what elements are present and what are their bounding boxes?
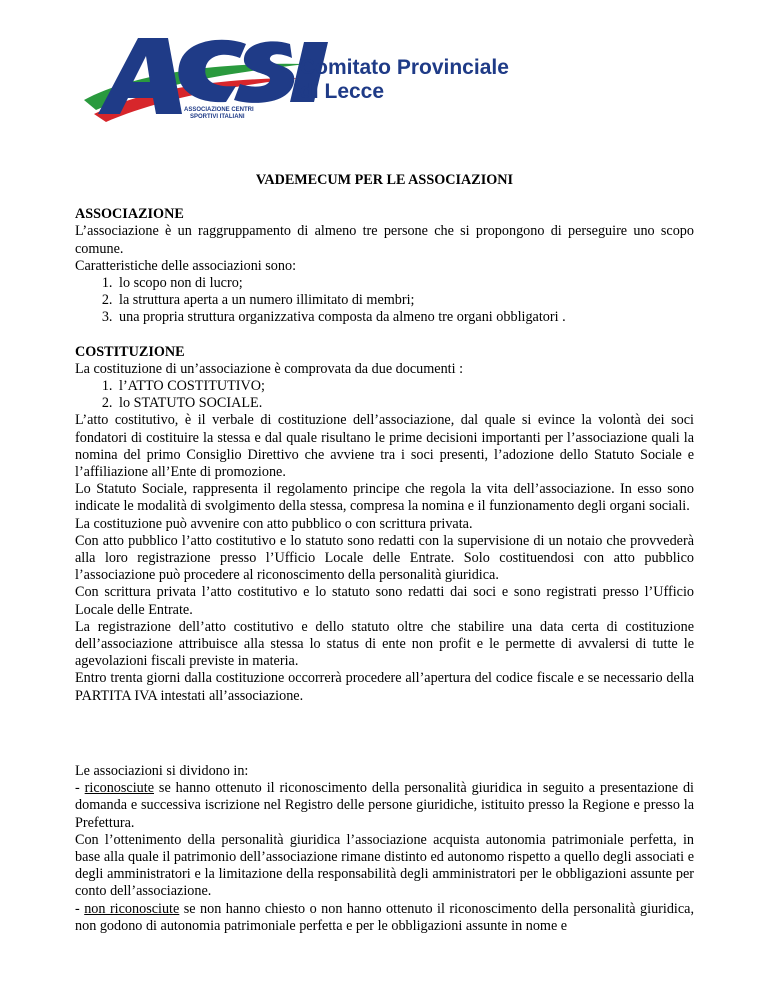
- paragraph: Con scrittura privata l’atto costitutivo e lo statuto sono redatti dai soci e sono registrati presso l’Ufficio Locale delle Entrate.: [75, 584, 694, 618]
- list-item: 2. lo STATUTO SOCIALE.: [116, 395, 694, 412]
- paragraph-text: se hanno ottenuto il riconoscimento della personalità giuridica in seguito a presentazione di domanda e successiva iscrizione nel Registro delle persone giuridiche, istituito presso la Regione e presso la Prefettura.: [75, 780, 694, 831]
- paragraph: L’atto costitutivo, è il verbale di costituzione dell’associazione, dal quale si evince la volontà dei soci fondatori di costituire la stessa e dal quale risultano le prime decisioni importanti per l’associazione quali la nomina del primo Consiglio Direttivo che avviene tra i soci presenti, l’adozione dello Statuto Sociale e l’affiliazione all’Ente di promozione.: [75, 412, 694, 481]
- section-heading-costituzione: COSTITUZIONE: [75, 343, 185, 360]
- paragraph-non-riconosciute: [75, 901, 694, 935]
- committee-line-2: di Lecce: [300, 80, 385, 103]
- document-title: VADEMECUM PER LE ASSOCIAZIONI: [255, 172, 514, 188]
- paragraph: Entro trenta giorni dalla costituzione occorrerà procedere all’apertura del codice fiscale e se necessario della PARTITA IVA intestati all’associazione.: [75, 670, 694, 704]
- list-item: 3. una propria struttura organizzativa composta da almeno tre organi obbligatori .: [116, 309, 694, 326]
- paragraph: Lo Statuto Sociale, rappresenta il regolamento principe che regola la vita dell’associazione. In esso sono indicate le modalità di svolgimento della stessa, compresa la nomina e il funzionamento degli organi sociali.: [75, 481, 694, 515]
- paragraph: Le associazioni si dividono in:: [75, 762, 249, 779]
- section-heading-associazione: ASSOCIAZIONE: [75, 206, 184, 223]
- paragraph: La costituzione può avvenire con atto pubblico o con scrittura privata.: [75, 515, 473, 532]
- logo-subtitle-2: SPORTIVI ITALIANI: [190, 114, 245, 120]
- list-item: 1. lo scopo non di lucro;: [116, 275, 694, 292]
- list-item: 1. l’ATTO COSTITUTIVO;: [116, 378, 694, 395]
- paragraph: Caratteristiche delle associazioni sono:: [75, 257, 297, 274]
- document-body: [75, 172, 694, 935]
- logo-subtitle-1: ASSOCIAZIONE CENTRI: [184, 107, 254, 113]
- paragraph: La costituzione di un’associazione è comprovata da due documenti :: [75, 360, 464, 377]
- documents-list: [75, 378, 694, 412]
- paragraph: Con atto pubblico l’atto costitutivo e lo statuto sono redatti con la supervisione di un notaio che provvederà alla loro registrazione presso l’Ufficio Locale delle Entrate. Solo costituendosi con atto pubblico l’associazione può procedere al riconoscimento della personalità giuridica.: [75, 532, 694, 584]
- list-item: 2. la struttura aperta a un numero illimitato di membri;: [116, 292, 694, 309]
- paragraph-riconosciute: [75, 780, 694, 832]
- characteristics-list: [75, 275, 694, 327]
- term-riconosciute: riconosciute: [84, 780, 154, 797]
- paragraph: La registrazione dell’atto costitutivo e dello statuto oltre che stabilire una data certa di costituzione dell’associazione attribuisce alla stessa lo status di ente non profit e le permette di avvalersi di tutte le agevolazioni fiscali previste in materia.: [75, 618, 694, 670]
- dash: -: [75, 780, 85, 797]
- committee-name: [300, 56, 509, 104]
- term-non-riconosciute: non riconosciute: [84, 900, 180, 917]
- paragraph: L’associazione è un raggruppamento di almeno tre persone che si propongono di perseguire uno scopo comune.: [75, 223, 694, 257]
- paragraph-text: se non hanno chiesto o non hanno ottenuto il riconoscimento della personalità giuridica, non godono di autonomia patrimoniale perfetta e per le obbligazioni assunte in nome e: [75, 900, 695, 934]
- paragraph: Con l’ottenimento della personalità giuridica l’associazione acquista autonomia patrimoniale perfetta, in base alla quale il patrimonio dell’associazione rimane distinto ed autonomo rispetto a quello degli associati e degli amministratori e la limitazione della responsabilità degli amministratori per le obbligazioni assunte per conto dell’associazione.: [75, 831, 694, 900]
- committee-line-1: Comitato Provinciale: [300, 56, 509, 79]
- dash: -: [75, 900, 85, 917]
